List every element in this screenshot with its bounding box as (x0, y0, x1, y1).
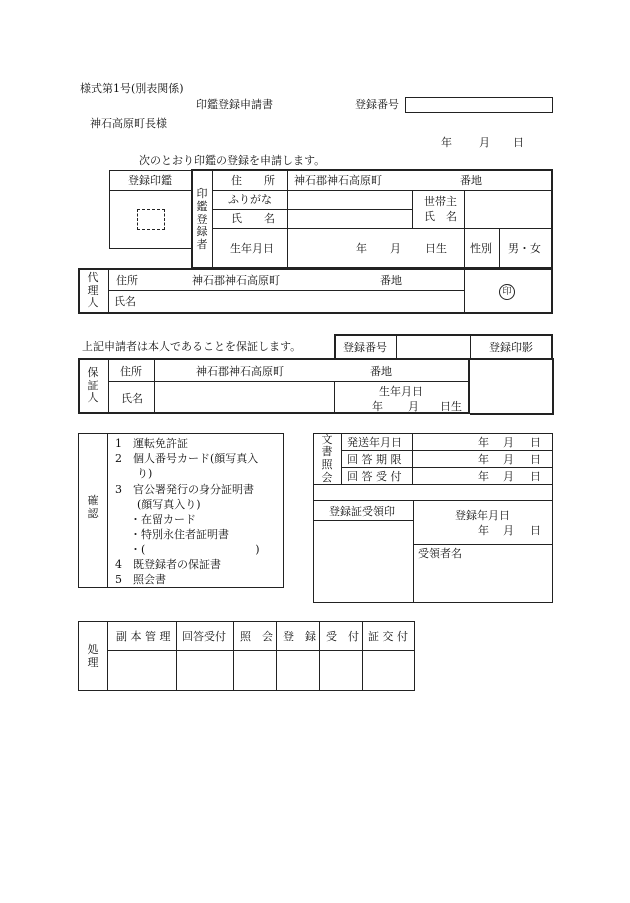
id-item-3b[interactable]: ・特別永住者証明書 (130, 528, 229, 541)
inquiry-row-day: 日 (530, 436, 541, 449)
inquiry-row-label: 発送年月日 (347, 436, 402, 449)
side-char: 文 (321, 432, 333, 446)
divider (470, 413, 554, 415)
guarantor-reg-seal-label: 登録印影 (489, 341, 533, 354)
side-char: 印 (196, 187, 208, 201)
reg-date-year: 年 (478, 524, 489, 537)
guarantor-name-label: 氏名 (121, 392, 143, 405)
guarantor-birth-day: 日生 (440, 400, 462, 413)
cert-receipt-seal-area[interactable] (315, 521, 412, 601)
id-item-3c[interactable]: ・( ) (130, 543, 260, 556)
side-char: 人 (87, 391, 99, 405)
inquiry-row-year: 年 (478, 436, 489, 449)
address-value: 神石郡神石高原町 (294, 174, 382, 187)
side-char: 者 (196, 237, 208, 251)
form-title: 印鑑登録申請書 (196, 98, 273, 111)
divider (499, 228, 500, 268)
address-label: 住 所 (231, 174, 275, 187)
inquiry-row-day: 日 (530, 453, 541, 466)
side-char: 登 (196, 212, 208, 226)
divider (470, 335, 471, 359)
reg-date-label: 登録年月日 (455, 509, 510, 522)
id-item-3-cont: (顔写真入り) (115, 498, 201, 511)
proc-col-header: 登 録 (283, 630, 316, 643)
guarantee-statement: 上記申請者は本人であることを保証します。 (82, 340, 302, 353)
id-item-1[interactable]: 1 運転免許証 (115, 437, 188, 450)
furigana-label: ふりがな (228, 193, 272, 206)
birth-month: 月 (390, 242, 401, 255)
side-char: 保 (87, 366, 99, 380)
household-name-field[interactable] (465, 191, 551, 228)
id-item-3[interactable]: 3 官公署発行の身分証明書 (115, 483, 254, 496)
guarantor-name-field[interactable] (155, 382, 333, 412)
name-label: 氏 名 (231, 212, 275, 225)
confirmation-side-label (80, 490, 106, 526)
proc-cell[interactable] (108, 651, 176, 690)
divider (413, 544, 552, 545)
addressee: 神石高原町長様 (90, 117, 167, 130)
household-label: 世帯主 (424, 195, 457, 208)
side-char: 証 (87, 378, 99, 392)
agent-address-label: 住所 (116, 274, 138, 287)
proc-cell[interactable] (363, 651, 414, 690)
divider (334, 381, 335, 413)
recipient-name-field[interactable] (414, 562, 552, 601)
cert-receipt-label: 登録証受領印 (329, 505, 395, 518)
guarantor-address-suffix: 番地 (370, 365, 392, 378)
agent-name-label: 氏名 (114, 295, 136, 308)
proc-cell[interactable] (320, 651, 362, 690)
household-label-2: 氏 名 (424, 210, 457, 223)
side-char: 鑑 (196, 200, 208, 214)
birth-day: 日生 (425, 242, 447, 255)
processing-side-label (80, 642, 106, 672)
side-char: 処 (87, 643, 99, 657)
divider (552, 358, 554, 414)
agent-side-label (80, 270, 106, 312)
guarantor-birth-month: 月 (408, 400, 419, 413)
divider (108, 269, 109, 313)
id-item-5[interactable]: 5 照会書 (115, 573, 166, 586)
id-item-3a[interactable]: ・在留カード (130, 513, 196, 526)
reg-no-field[interactable] (405, 97, 553, 113)
divider (109, 190, 192, 191)
divider (341, 450, 552, 451)
intro-text: 次のとおり印鑑の登録を申請します。 (139, 154, 326, 167)
date-day: 日 (513, 136, 524, 149)
divider (108, 359, 109, 413)
form-number: 様式第1号(別表関係) (80, 82, 184, 95)
guarantor-address-label: 住所 (120, 365, 142, 378)
inquiry-row-month: 月 (503, 453, 514, 466)
date-year: 年 (441, 136, 452, 149)
seal-mark-icon: 印 (499, 284, 515, 300)
divider (314, 484, 552, 485)
proc-col-header: 証 交 付 (368, 630, 408, 643)
guarantor-side-label (80, 362, 106, 410)
inquiry-side-label (314, 432, 340, 484)
birth-year: 年 (356, 242, 367, 255)
side-char: 書 (321, 445, 333, 459)
side-char: 照 (321, 458, 333, 471)
divider (464, 269, 465, 313)
side-char: 代 (87, 271, 99, 285)
side-char: 録 (196, 225, 208, 239)
side-char: 認 (87, 507, 99, 520)
sex-label: 性別 (470, 242, 492, 255)
inquiry-row-year: 年 (478, 453, 489, 466)
guarantor-address-value: 神石郡神石高原町 (196, 365, 284, 378)
inquiry-row-month: 月 (503, 436, 514, 449)
divider (412, 190, 413, 228)
id-item-4[interactable]: 4 既登録者の保証書 (115, 558, 221, 571)
divider (341, 467, 552, 468)
agent-name-field[interactable] (140, 291, 462, 311)
divider (314, 500, 552, 501)
inquiry-row-label: 回 答 受 付 (347, 470, 402, 483)
inquiry-row-day: 日 (530, 470, 541, 483)
registrant-side-label (193, 186, 211, 254)
divider (107, 434, 108, 587)
divider (212, 228, 552, 229)
guarantor-reg-no-field[interactable] (397, 335, 469, 359)
divider (341, 434, 342, 484)
divider (412, 434, 413, 484)
proc-col-header: 回答受付 (182, 630, 226, 643)
divider (464, 228, 465, 268)
proc-col-header: 照 会 (240, 630, 273, 643)
birth-label: 生年月日 (230, 242, 274, 255)
date-month: 月 (479, 136, 490, 149)
divider (212, 170, 213, 268)
inquiry-row-month: 月 (503, 470, 514, 483)
inquiry-row-year: 年 (478, 470, 489, 483)
proc-cell[interactable] (277, 651, 319, 690)
agent-address-value: 神石郡神石高原町 (192, 274, 280, 287)
recipient-label: 受領者名 (418, 547, 462, 560)
sex-value[interactable]: 男・女 (508, 242, 541, 255)
side-char: 人 (87, 296, 99, 310)
inquiry-row-label: 回 答 期 限 (347, 453, 402, 466)
side-char: 理 (87, 283, 99, 297)
reg-date-day: 日 (530, 524, 541, 537)
furigana-field[interactable] (288, 191, 412, 209)
proc-cell[interactable] (234, 651, 276, 690)
side-char: 会 (321, 470, 333, 484)
guarantor-birth-label: 生年月日 (379, 385, 423, 398)
address-suffix: 番地 (460, 174, 482, 187)
guarantor-reg-no-label: 登録番号 (343, 341, 387, 354)
side-char: 理 (87, 656, 99, 669)
proc-cell[interactable] (177, 651, 233, 690)
proc-col-header: 副 本 管 理 (116, 630, 171, 643)
id-item-2[interactable]: 2 個人番号カード(顔写真入 (115, 452, 259, 465)
reg-no-label: 登録番号 (355, 98, 399, 111)
seal-impression-area[interactable] (137, 209, 165, 230)
guarantor-birth-year: 年 (372, 400, 383, 413)
proc-col-header: 受 付 (326, 630, 359, 643)
reg-date-month: 月 (503, 524, 514, 537)
id-item-2-cont: り) (115, 467, 153, 480)
agent-address-suffix: 番地 (380, 274, 402, 287)
side-char: 確 (87, 494, 99, 508)
seal-label: 登録印鑑 (128, 174, 172, 187)
name-field[interactable] (288, 210, 412, 228)
